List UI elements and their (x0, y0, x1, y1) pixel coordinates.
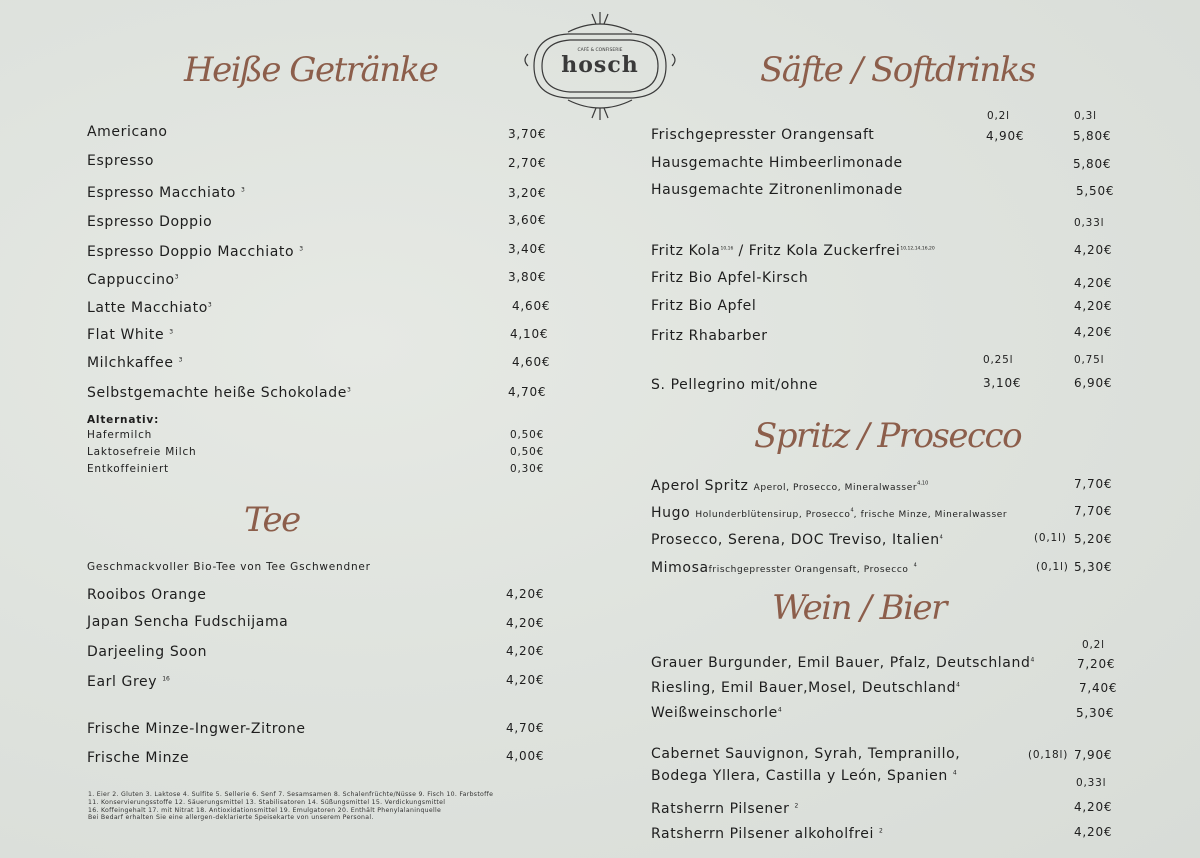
menu-item: Cabernet Sauvignon, Syrah, Tempranillo, (651, 746, 961, 762)
size-header: 0,2l (987, 110, 1010, 122)
menu-item-price: 5,30€ (1076, 706, 1115, 720)
alternative-price: 0,50€ (510, 446, 545, 458)
menu-item: Flat White $^3$ (87, 327, 174, 343)
menu-item: Fritz Bio Apfel (651, 298, 757, 314)
menu-item-price: 5,20€ (1074, 532, 1113, 546)
menu-item-price: 4,20€ (1074, 325, 1113, 339)
menu-item: Frische Minze (87, 750, 190, 766)
menu-item-price: 3,70€ (508, 127, 547, 141)
menu-item: S. Pellegrino mit/ohne (651, 377, 819, 393)
menu-item-price: 4,60€ (512, 355, 551, 369)
menu-item-price: 6,90€ (1074, 376, 1113, 390)
menu-item: Hausgemachte Zitronenlimonade (651, 182, 903, 198)
menu-item: Milchkaffee $^3$ (87, 355, 183, 371)
menu-item: Fritz Rhabarber (651, 328, 768, 344)
alternative-price: 0,30€ (510, 463, 545, 475)
menu-item-price: 7,70€ (1074, 477, 1113, 491)
menu-item-price: 5,50€ (1076, 184, 1115, 198)
size-header: 0,25l (983, 354, 1014, 366)
footnote-line: 11. Konservierungsstoffe 12. Säuerungsmittel 13. Stabilisatoren 14. Süßungsmittel 15. Verdickungsmittel (88, 798, 446, 806)
menu-item-price: 7,20€ (1077, 657, 1116, 671)
menu-item-price: 4,20€ (506, 616, 545, 630)
menu-item: Frische Minze-Ingwer-Zitrone (87, 721, 306, 737)
logo (520, 10, 680, 122)
tea-subtitle: Geschmackvoller Bio-Tee von Tee Gschwendner (87, 561, 371, 573)
menu-item-price: 7,70€ (1074, 504, 1113, 518)
menu-item-price: 4,60€ (512, 299, 551, 313)
menu-item: Latte Macchiato$^3$ (87, 300, 212, 316)
menu-item: Mimosafrischgepresster Orangensaft, Prosecco $^4$ (651, 560, 917, 576)
size-header: 0,33l (1076, 777, 1107, 789)
menu-item-price: 5,80€ (1073, 157, 1112, 171)
section-title-tea: Tee (244, 500, 300, 540)
alternative-price: 0,50€ (510, 429, 545, 441)
menu-item: Hugo Holunderblütensirup, Prosecco$^4$, frische Minze, Mineralwasser (651, 505, 1008, 521)
menu-item: Frischgepresster Orangensaft (651, 127, 875, 143)
menu-item-price: 4,20€ (1074, 800, 1113, 814)
logo-tagline: CAFÉ & CONFISERIE (577, 48, 623, 53)
section-title-softdrinks: Säfte / Softdrinks (760, 50, 1035, 90)
menu-item-price: 3,10€ (983, 376, 1022, 390)
menu-item-price: 4,20€ (1074, 276, 1113, 290)
size-header: 0,3l (1074, 110, 1097, 122)
alternative-item: Hafermilch (87, 429, 153, 441)
menu-item: Espresso Doppio (87, 214, 213, 230)
menu-item: Grauer Burgunder, Emil Bauer, Pfalz, Deutschland$^4$ (651, 655, 1035, 671)
menu-item-price: 4,70€ (506, 721, 545, 735)
menu-item: Earl Grey $^{16}$ (87, 674, 170, 690)
menu-item: Americano (87, 124, 168, 140)
menu-item: Ratsherrn Pilsener $^2$ (651, 801, 799, 817)
menu-item-continued: Bodega Yllera, Castilla y León, Spanien $^4$ (651, 768, 957, 784)
menu-item: Rooibos Orange (87, 587, 207, 603)
section-title-hot-drinks: Heiße Getränke (184, 50, 438, 90)
menu-item-price: 4,20€ (1074, 299, 1113, 313)
serving-size: (0,18l) (1028, 749, 1069, 761)
serving-size: (0,1l) (1034, 532, 1067, 544)
menu-item: Japan Sencha Fudschijama (87, 614, 289, 630)
menu-item: Espresso (87, 153, 155, 169)
menu-item: Ratsherrn Pilsener alkoholfrei $^2$ (651, 826, 883, 842)
allergen-footnotes (88, 791, 493, 822)
menu-item: Darjeeling Soon (87, 644, 208, 660)
menu-item: Aperol Spritz Aperol, Prosecco, Mineralwasser$^{4,10}$ (651, 478, 929, 494)
menu-item: Riesling, Emil Bauer,Mosel, Deutschland$^4$ (651, 680, 960, 696)
menu-item-price: 3,20€ (508, 186, 547, 200)
menu-item-price: 3,80€ (508, 270, 547, 284)
menu-item: Selbstgemachte heiße Schokolade$^3$ (87, 385, 351, 401)
menu-item: Weißweinschorle$^4$ (651, 705, 782, 721)
size-header: 0,75l (1074, 354, 1105, 366)
menu-item-price: 5,80€ (1073, 129, 1112, 143)
alternative-item: Laktosefreie Milch (87, 446, 197, 458)
section-title-spritz: Spritz / Prosecco (754, 416, 1022, 456)
footnote-line: Bei Bedarf erhalten Sie eine allergen-deklarierte Speisekarte von unserem Personal. (88, 814, 374, 822)
alternatives-label: Alternativ: (87, 414, 160, 426)
logo-wordmark: hosch (561, 52, 639, 78)
menu-item-price: 3,60€ (508, 213, 547, 227)
menu-item: Espresso Macchiato $^3$ (87, 185, 245, 201)
menu-item-price: 4,10€ (510, 327, 549, 341)
menu-item-price: 4,20€ (506, 644, 545, 658)
section-title-wine: Wein / Bier (772, 588, 946, 628)
menu-item: Prosecco, Serena, DOC Treviso, Italien$^4$ (651, 532, 943, 548)
menu-item-price: 5,30€ (1074, 560, 1113, 574)
menu-item-price: 4,90€ (986, 129, 1025, 143)
menu-item: Espresso Doppio Macchiato $^3$ (87, 244, 304, 260)
menu-item-price: 4,20€ (1074, 825, 1113, 839)
menu-item-price: 4,20€ (1074, 243, 1113, 257)
size-header: 0,33l (1074, 217, 1105, 229)
menu-item: Fritz Kola$^{10,16}$ / Fritz Kola Zuckerfrei$^{10,12,14,16,20}$ (651, 243, 935, 259)
menu-item-price: 4,20€ (506, 673, 545, 687)
menu-item: Cappuccino$^3$ (87, 272, 179, 288)
serving-size: (0,1l) (1036, 561, 1069, 573)
menu-item-price: 7,40€ (1079, 681, 1118, 695)
size-header: 0,2l (1082, 639, 1105, 651)
menu-item: Hausgemachte Himbeerlimonade (651, 155, 903, 171)
menu-item-price: 4,20€ (506, 587, 545, 601)
menu-item: Fritz Bio Apfel-Kirsch (651, 270, 809, 286)
footnote-line: 16. Koffeingehalt 17. mit Nitrat 18. Antioxidationsmittel 19. Emulgatoren 20. Enthält Phenylalaninquelle (88, 806, 442, 814)
menu-item-price: 4,70€ (508, 385, 547, 399)
alternative-item: Entkoffeiniert (87, 463, 169, 475)
menu-item-price: 2,70€ (508, 156, 547, 170)
menu-item-price: 7,90€ (1074, 748, 1113, 762)
menu-item-price: 4,00€ (506, 749, 545, 763)
footnote-line: 1. Eier 2. Gluten 3. Laktose 4. Sulfite 5. Sellerie 6. Senf 7. Sesamsamen 8. Schalenfrüchte/Nüsse 9. Fisch 10. Farbstoffe (88, 791, 494, 798)
menu-item-price: 3,40€ (508, 242, 547, 256)
